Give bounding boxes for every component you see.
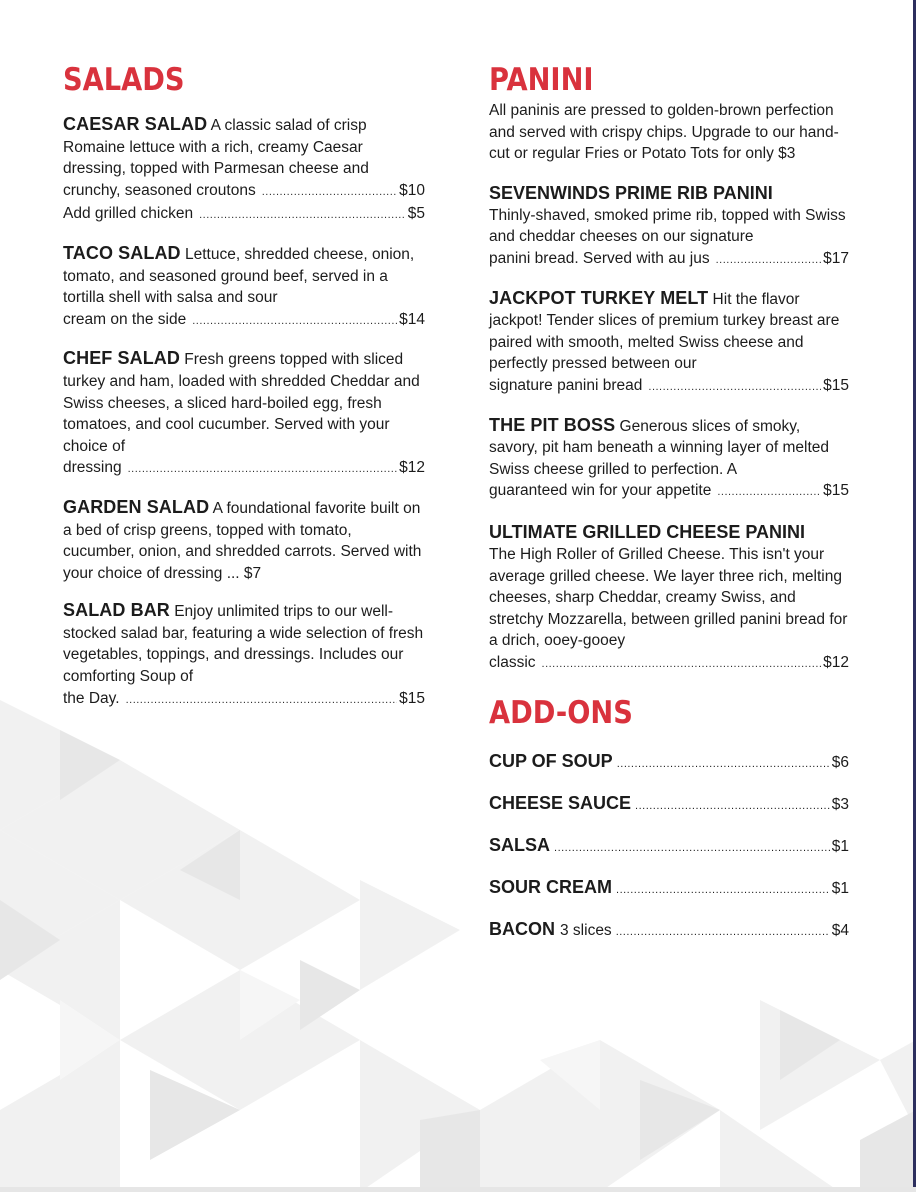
menu-item-pit-boss	[489, 415, 849, 504]
menu-item-jackpot-turkey-melt	[489, 288, 849, 399]
item-name: CHEF SALAD	[63, 348, 180, 369]
item-description-end: crunchy, seasoned croutons	[63, 181, 256, 199]
item-description-end: cream on the side	[63, 310, 187, 328]
dot-leader	[199, 205, 406, 227]
item-description-end: panini bread. Served with au jus	[489, 249, 710, 267]
item-price: $15	[823, 376, 849, 394]
addon-price: $3	[831, 796, 849, 814]
menu-item-salad-bar	[63, 600, 425, 711]
menu-item-taco-salad	[63, 243, 425, 332]
item-price: $15	[399, 689, 425, 707]
addon-name: CUP OF SOUP	[489, 751, 613, 772]
dot-leader	[262, 182, 397, 204]
dot-leader	[554, 836, 830, 860]
menu-item-chef-salad	[63, 348, 425, 481]
item-description-end: dressing	[63, 459, 122, 477]
addon-note: 3 slices	[560, 922, 612, 940]
menu-item-prime-rib-panini	[489, 181, 849, 272]
addon-name: BACON	[489, 919, 555, 940]
item-description: Hit the flavor jackpot! Tender slices of premium turkey breast are paired with smooth, melted Swiss cheese and perfectly pressed between our	[489, 290, 840, 373]
item-price: $15	[823, 482, 849, 500]
item-description: A classic salad of crisp Romaine lettuce with a rich, creamy Caesar dressing, topped with Parmesan cheese and	[63, 117, 369, 178]
item-price: $12	[399, 459, 425, 477]
dot-leader	[126, 690, 398, 712]
item-addon-price: $5	[407, 205, 425, 223]
dot-leader	[717, 482, 821, 504]
dot-leader	[542, 654, 822, 676]
dot-leader	[192, 311, 397, 333]
item-description: Generous slices of smoky, savory, pit ham beneath a winning layer of melted Swiss cheese grilled to perfection. A	[489, 417, 830, 478]
item-description: Lettuce, shredded cheese, onion, tomato, and seasoned ground beef, served in a tortilla shell with salsa and sour	[63, 245, 415, 307]
addon-price: $6	[831, 754, 849, 772]
item-description-end: the Day.	[63, 689, 120, 707]
item-addon-text: Add grilled chicken	[63, 205, 194, 223]
item-description: Enjoy unlimited trips to our well-stocked salad bar, featuring a wide selection of fresh vegetables, toppings, and dressings. Includes our comforting Soup of	[63, 603, 424, 686]
item-description: Fresh greens topped with sliced turkey and ham, loaded with shredded Cheddar and Swiss cheeses, a sliced hard-boiled egg, fresh tomatoes, and cool cucumber. Served with your choice of	[63, 351, 420, 455]
addon-price: $1	[831, 838, 849, 856]
addon-name: SALSA	[489, 835, 551, 856]
dot-leader	[616, 920, 830, 944]
addon-price: $1	[831, 880, 849, 898]
item-name: SEVENWINDS PRIME RIB PANINI	[489, 182, 773, 203]
addon-cheese-sauce	[489, 791, 849, 818]
addon-name: SOUR CREAM	[489, 877, 613, 898]
item-price: $14	[399, 310, 425, 328]
item-name: THE PIT BOSS	[489, 414, 616, 435]
panini-heading: PANINI	[489, 62, 594, 98]
item-price: $12	[823, 653, 849, 671]
dot-leader	[616, 878, 830, 902]
item-description-end: signature panini bread	[489, 376, 643, 394]
item-name: TACO SALAD	[63, 242, 181, 263]
dot-leader	[635, 794, 830, 818]
item-name: CAESAR SALAD	[63, 114, 208, 134]
item-price: $10	[399, 181, 425, 199]
addon-bacon	[489, 917, 849, 944]
salads-heading: SALADS	[63, 62, 185, 98]
bottom-edge-bar	[0, 1187, 916, 1192]
dot-leader	[716, 250, 822, 272]
dot-leader	[128, 459, 398, 481]
panini-column	[489, 62, 849, 959]
item-description-end: guaranteed win for your appetite	[489, 482, 712, 500]
addon-salsa	[489, 833, 849, 860]
menu-item-ultimate-grilled-cheese	[489, 520, 849, 676]
dot-leader	[617, 752, 830, 776]
addons-heading: ADD-ONS	[489, 695, 633, 732]
item-description: Thinly-shaved, smoked prime rib, topped with Swiss and cheddar cheeses on our signature	[489, 206, 846, 246]
item-name: ULTIMATE GRILLED CHEESE PANINI	[489, 521, 806, 542]
addon-name: CHEESE SAUCE	[489, 793, 632, 814]
item-description: A foundational favorite built on a bed of crisp greens, topped with tomato, cucumber, onion, and shredded carrots. Served with your choice of dressing ... $7	[63, 499, 422, 582]
salads-column	[63, 62, 425, 727]
item-description-end: classic	[489, 653, 536, 671]
dot-leader	[648, 377, 821, 399]
item-name: GARDEN SALAD	[63, 496, 210, 517]
addon-price: $4	[831, 922, 849, 940]
panini-intro: All paninis are pressed to golden-brown perfection and served with crispy chips. Upgrade to our hand-cut or regular Fries or Potato Tots for only $3	[489, 102, 839, 163]
item-name: SALAD BAR	[63, 600, 170, 621]
menu-item-garden-salad	[63, 497, 425, 584]
item-description: The High Roller of Grilled Cheese. This isn't your average grilled cheese. We layer three rich, melting cheeses, sharp Cheddar, creamy Swiss, and stretchy Mozzarella, between grilled panini bread for a drich, ooey-gooey	[489, 545, 848, 650]
addon-sour-cream	[489, 875, 849, 902]
item-price: $17	[823, 249, 849, 267]
menu-item-caesar-salad	[63, 114, 425, 227]
addon-cup-of-soup	[489, 749, 849, 776]
item-name: JACKPOT TURKEY MELT	[489, 287, 709, 308]
